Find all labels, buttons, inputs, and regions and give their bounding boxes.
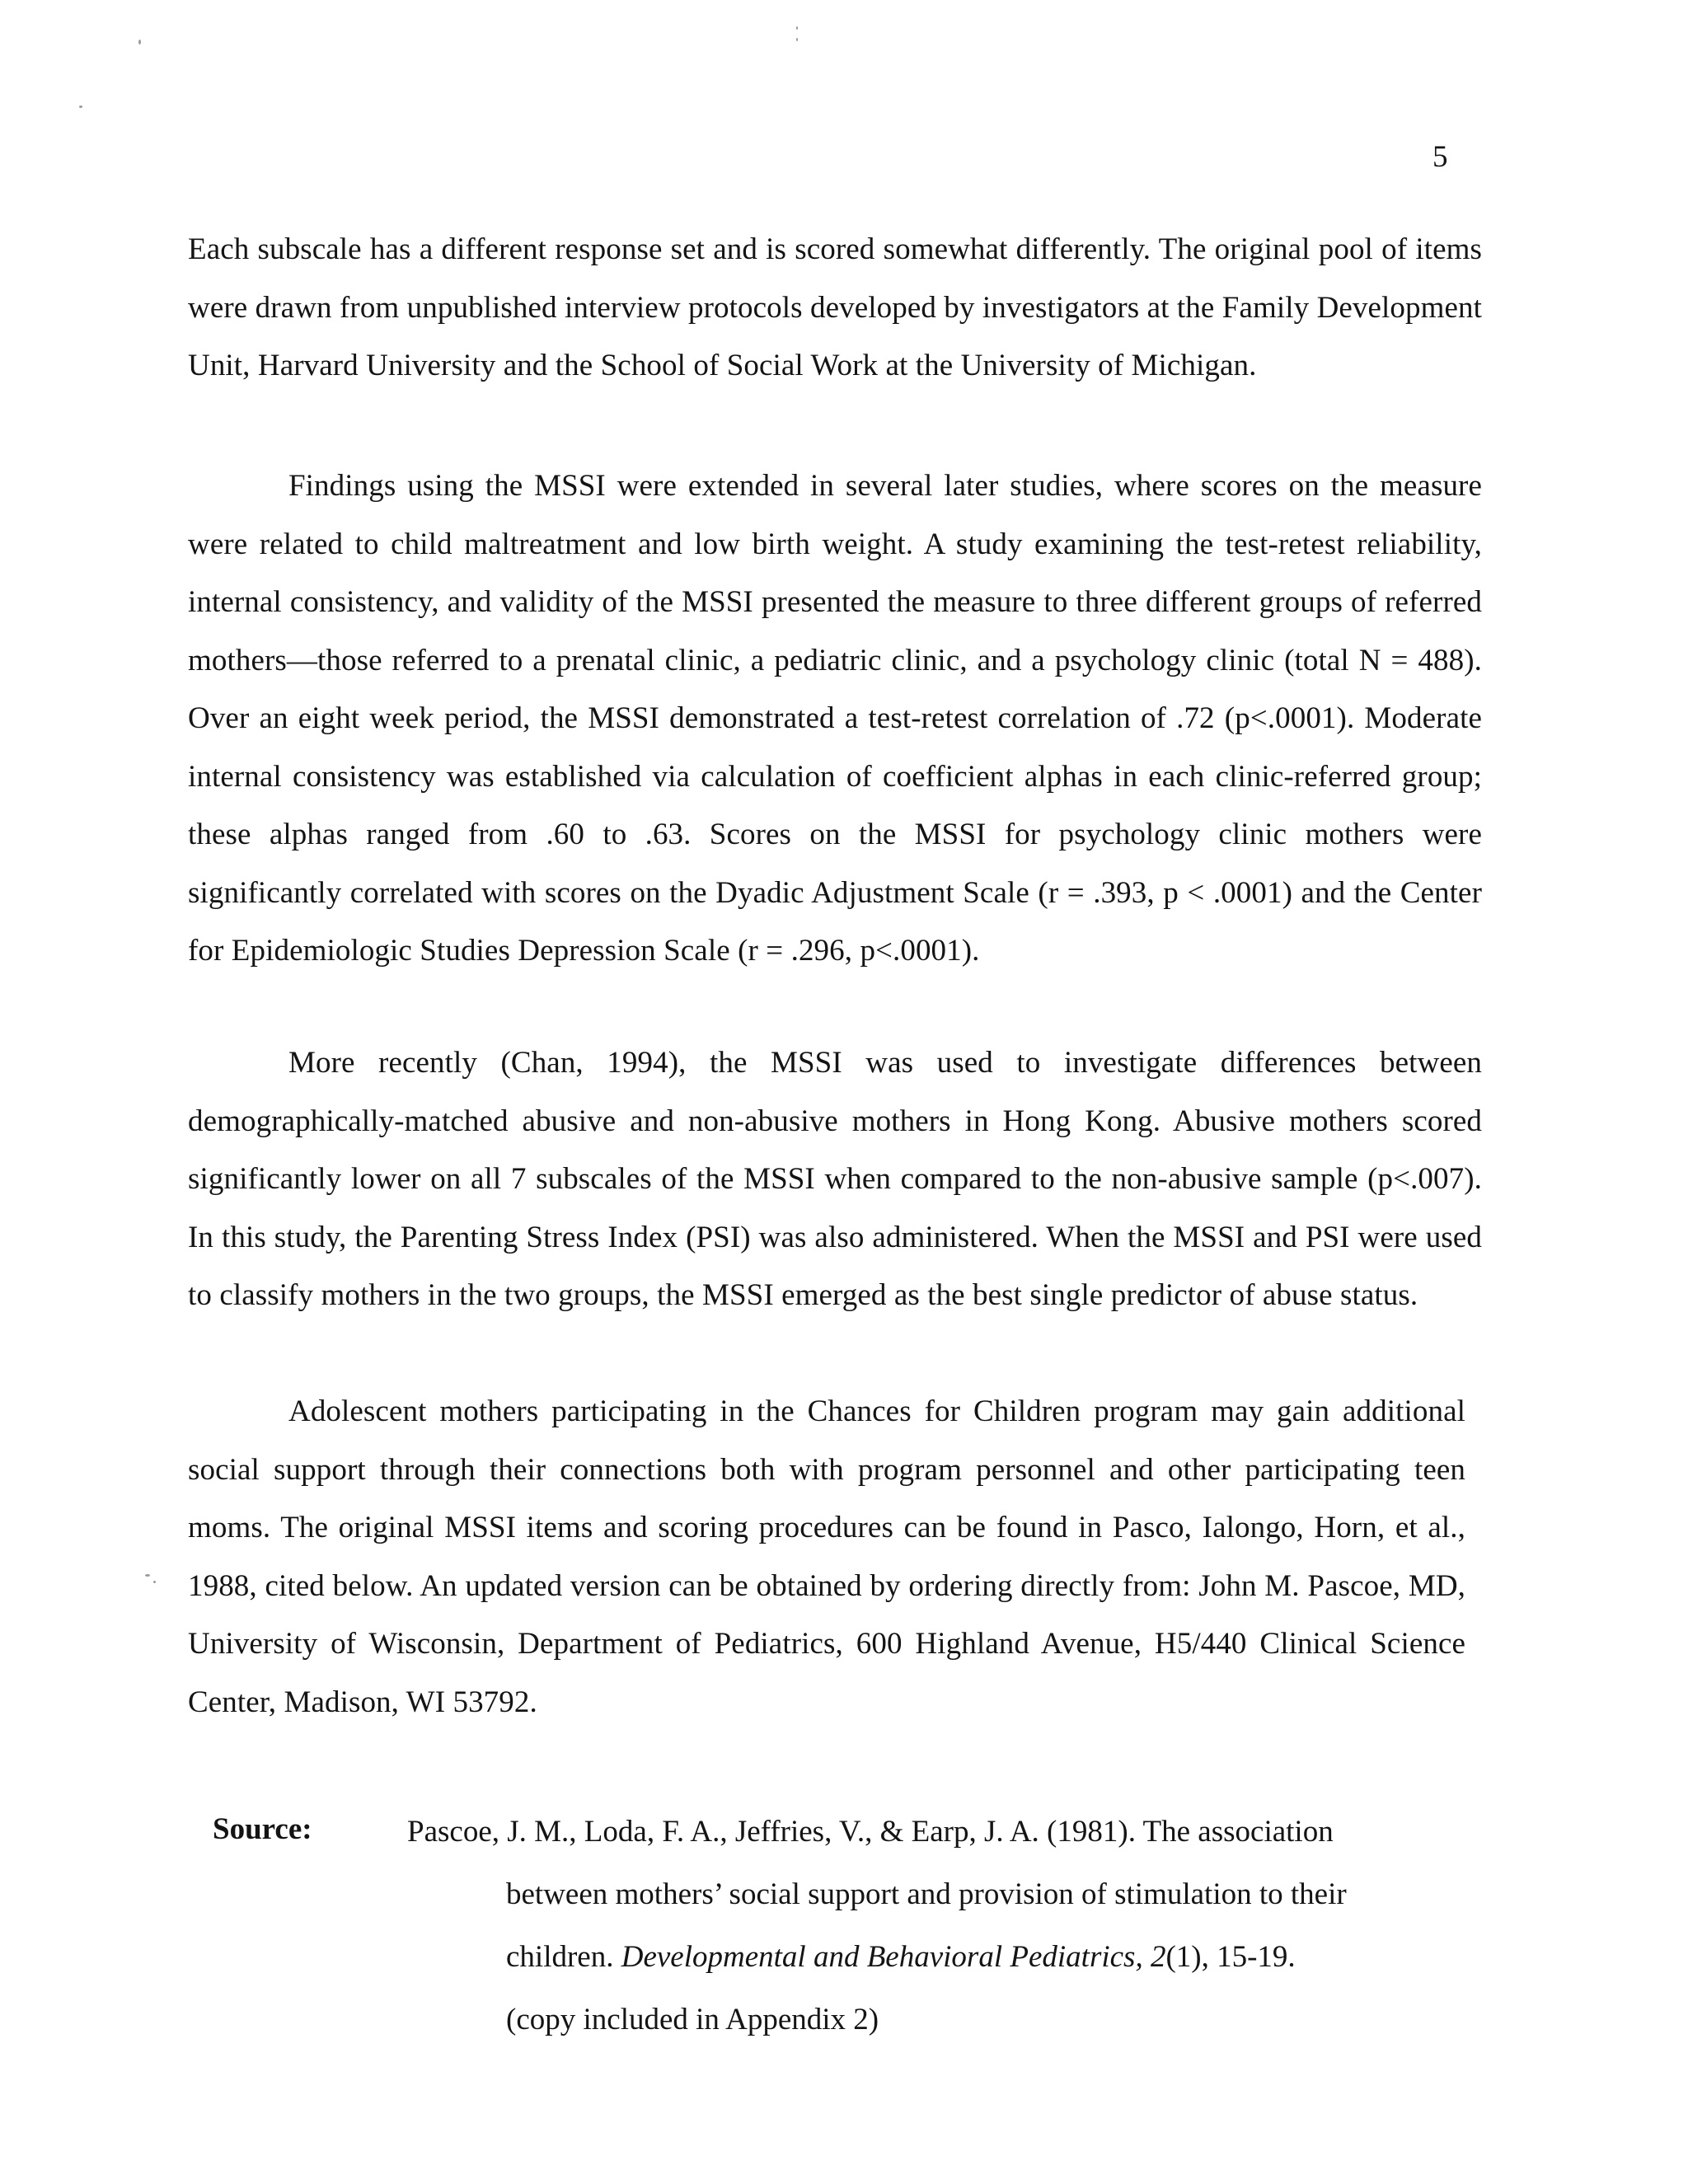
paragraph-recent-study: More recently (Chan, 1994), the MSSI was used to investigate differences between demographically-matched abusive and non-abusive mothers in Hong Kong. Abusive mothers scored significantly lower on all 7 subscales of the MSSI when compared to the non-abusive sample (p<.007). In this study, the Parenting Stress Index (PSI) was also administered. When the MSSI and PSI were used to classify mothers in the two groups, the MSSI emerged as the best single predictor of abuse status. xyxy=(188,1046,1482,1312)
paragraph-subscale-description: Each subscale has a different response set and is scored somewhat differently. The original pool of items were drawn from unpublished interview protocols developed by investigators at the Family Development Unit, Harvard University and the School of Social Work at the University of Michigan. xyxy=(188,232,1482,382)
scan-speck xyxy=(79,105,82,108)
journal-title: Developmental and Behavioral Pediatrics, xyxy=(621,1940,1143,1974)
citation-line-1: Pascoe, J. M., Loda, F. A., Jeffries, V., & Earp, J. A. (1981). The association xyxy=(407,1815,1334,1849)
paragraph-adolescent-mothers: Adolescent mothers participating in the Chances for Children program may gain additional social support through their connections both with program personnel and other participating teen moms. The original MSSI items and scoring procedures can be found in Pasco, Ialongo, Horn, et al., 1988, cited below. An updated version can be obtained by ordering directly from: John M. Pascoe, MD, University of Wisconsin, Department of Pediatrics, 600 Highland Avenue, H5/440 Clinical Science Center, Madison, WI 53792. xyxy=(188,1394,1465,1719)
scan-speck xyxy=(153,1581,156,1583)
scan-speck xyxy=(796,26,798,30)
citation-line-3 xyxy=(407,1926,1437,1989)
scan-speck xyxy=(796,38,798,41)
paragraph-findings: Findings using the MSSI were extended in several later studies, where scores on the measure were related to child maltreatment and low birth weight. A study examining the test-retest reliability, internal consistency, and validity of the MSSI presented the measure to three different groups of referred mothers—those referred to a prenatal clinic, a pediatric clinic, and a psychology clinic (total N = 488). Over an eight week period, the MSSI demonstrated a test-retest correlation of .72 (p<.0001). Moderate internal consistency was established via calculation of coefficient alphas in each clinic-referred group; these alphas ranged from .60 to .63. Scores on the MSSI for psychology clinic mothers were significantly correlated with scores on the Dyadic Adjustment Scale (r = .393, p < .0001) and the Center for Epidemiologic Studies Depression Scale (r = .296, p<.0001). xyxy=(188,469,1482,968)
scan-speck xyxy=(145,1574,150,1577)
citation-line-3-prefix: children. xyxy=(506,1940,621,1974)
citation-note: (copy included in Appendix 2) xyxy=(506,2003,879,2036)
journal-issue-pages: (1), 15-19. xyxy=(1165,1940,1296,1974)
source-label: Source: xyxy=(213,1812,312,1846)
journal-volume: 2 xyxy=(1142,1940,1166,1974)
citation-line-2: between mothers’ social support and provision of stimulation to their xyxy=(506,1877,1347,1911)
page-number: 5 xyxy=(1432,140,1448,174)
scan-speck xyxy=(138,40,141,45)
source-citation xyxy=(407,1801,1437,2051)
